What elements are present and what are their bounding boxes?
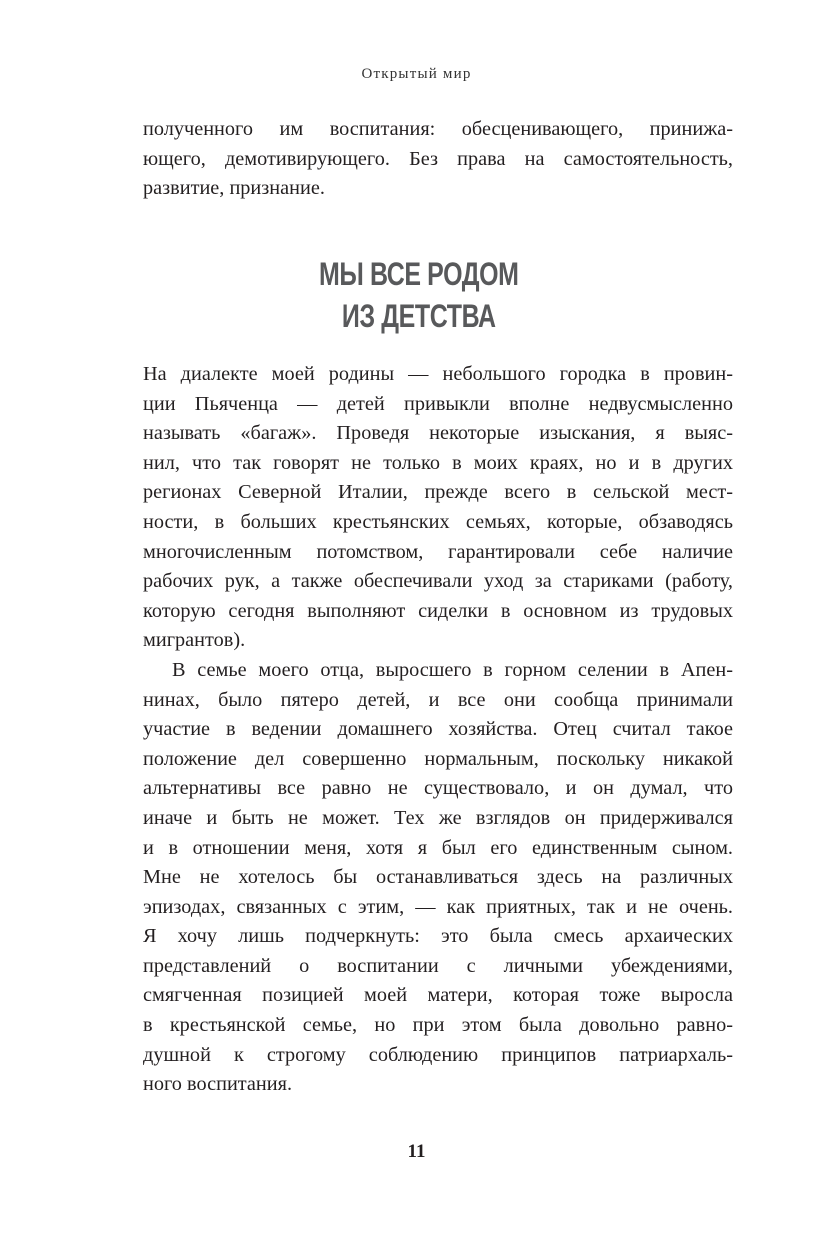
text-line: и в отношении меня, хотя я был его единственным сыном. [143,836,733,859]
text-line: нил, что так говорят не только в моих краях, но и в других [143,451,733,474]
text-line: Я хочу лишь подчеркнуть: это была смесь архаических [143,925,733,948]
text-line: смягченная позицией моей матери, которая тоже выросла [143,984,733,1007]
text-line: регионах Северной Италии, прежде всего в сельской мест- [143,481,733,504]
text-line: называть «багаж». Проведя некоторые изыскания, я выяс- [143,422,733,445]
text-line: в крестьянской семье, но при этом была довольно равно- [143,1014,733,1037]
text-line: рабочих рук, а также обеспечивали уход за стариками (работу, [143,570,733,593]
page-number: 11 [407,1141,426,1162]
text-line: нинах, было пятеро детей, и все они сообща принимали [143,688,733,711]
text-line: душной к строгому соблюдению принципов патриархаль- [143,1043,733,1066]
text-line: представлений о воспитании с личными убеждениями, [143,954,733,977]
text-line: альтернативы все равно не существовало, и он думал, что [143,777,733,800]
text-line: полученного им воспитания: обесценивающего, принижа- [143,118,733,140]
text-line: многочисленным потомством, гарантировали себе наличие [143,540,733,563]
text-line: мигрантов). [143,629,246,652]
paragraph-1 [143,360,733,656]
chapter-heading-line-1: МЫ ВСЕ РОДОМ [319,256,519,292]
text-line: ного воспитания. [143,1073,293,1096]
text-line: которую сегодня выполняют сиделки в основном из трудовых [143,599,733,622]
text-line: эпизодах, связанных с этим, — как приятных, так и не очень. [143,895,733,918]
paragraph-2 [143,656,733,1100]
chapter-heading [94,253,744,337]
body-text [143,360,733,1100]
text-line: ности, в больших крестьянских семьях, которые, обзаводясь [143,510,733,533]
text-line: положение дел совершенно нормальным, поскольку никакой [143,747,733,770]
chapter-heading-line-2: ИЗ ДЕТСТВА [341,298,496,334]
text-line: ющего, демотивирующего. Без права на самостоятельность, [143,147,733,170]
text-line: На диалекте моей родины — небольшого городка в провин- [143,363,733,385]
text-line: ции Пьяченца — детей привыкли вполне недвусмысленно [143,392,733,415]
text-line: иначе и быть не может. Тех же взглядов он придерживался [143,806,733,829]
text-line: В семье моего отца, выросшего в горном селении в Апен- [172,658,733,681]
intro-paragraph [143,115,733,204]
text-line: развитие, признание. [143,177,325,200]
running-head: Открытый мир [361,66,472,82]
text-line: участие в ведении домашнего хозяйства. Отец считал такое [143,718,733,741]
text-line: Мне не хотелось бы останавливаться здесь на различных [143,866,733,889]
